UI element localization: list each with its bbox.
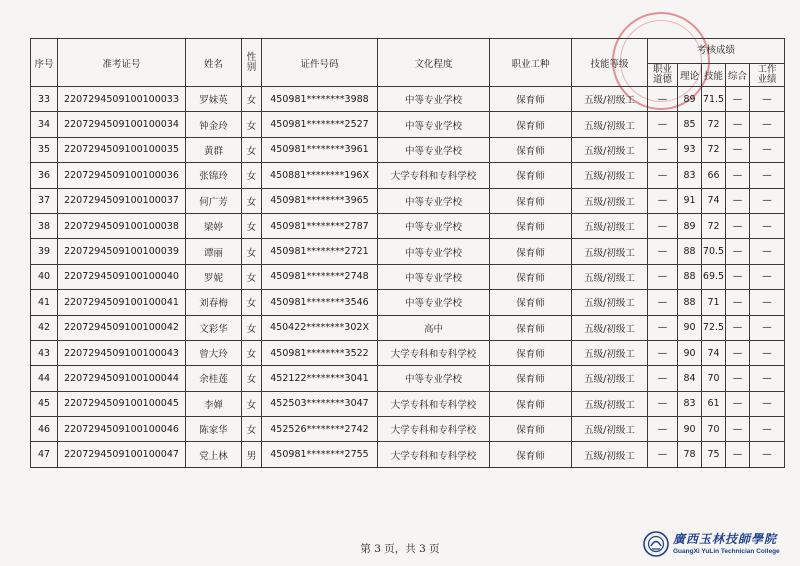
row-name: 谭丽: [186, 239, 242, 264]
row-education: 中等专业学校: [378, 264, 490, 289]
row-name: 何广芳: [186, 188, 242, 213]
row-work-score: —: [750, 391, 785, 416]
row-occupation: 保育师: [490, 112, 572, 137]
row-work-score: —: [750, 112, 785, 137]
row-exam-no: 2207294509100100045: [58, 391, 186, 416]
row-skill-score: 74: [702, 188, 726, 213]
row-skill-score: 70: [702, 417, 726, 442]
row-education: 大学专科和专科学校: [378, 163, 490, 188]
row-skill-score: 75: [702, 442, 726, 467]
row-work-score: —: [750, 417, 785, 442]
row-id-no: 450981********3961: [262, 137, 378, 162]
row-ethics-score: —: [648, 213, 678, 238]
header-id-no: 证件号码: [262, 39, 378, 87]
row-occupation: 保育师: [490, 163, 572, 188]
row-work-score: —: [750, 213, 785, 238]
row-gender: 女: [242, 264, 262, 289]
row-theory-score: 85: [678, 112, 702, 137]
row-exam-no: 220729450910010003З: [58, 87, 186, 112]
row-ethics-score: —: [648, 112, 678, 137]
row-id-no: 450981********3522: [262, 340, 378, 365]
row-id-no: 450981********2527: [262, 112, 378, 137]
row-work-score: —: [750, 163, 785, 188]
row-occupation: 保育师: [490, 137, 572, 162]
row-gender: 女: [242, 315, 262, 340]
row-theory-score: 78: [678, 442, 702, 467]
row-skill-level: 五级/初级工: [572, 213, 648, 238]
row-skill-level: 五级/初级工: [572, 417, 648, 442]
row-skill-level: 五级/初级工: [572, 315, 648, 340]
row-seq: 35: [31, 137, 58, 162]
row-seq: 47: [31, 442, 58, 467]
row-name: 罗妮: [186, 264, 242, 289]
row-ethics-score: —: [648, 239, 678, 264]
row-theory-score: 89: [678, 87, 702, 112]
college-emblem-icon: [643, 531, 669, 557]
row-theory-score: 90: [678, 315, 702, 340]
row-theory-score: 83: [678, 163, 702, 188]
row-theory-score: 90: [678, 417, 702, 442]
row-work-score: —: [750, 290, 785, 315]
row-exam-no: 2207294509100100046: [58, 417, 186, 442]
row-education: 中等专业学校: [378, 112, 490, 137]
row-work-score: —: [750, 442, 785, 467]
row-occupation: 保育师: [490, 239, 572, 264]
row-gender: 女: [242, 188, 262, 213]
row-education: 中等专业学校: [378, 290, 490, 315]
header-comprehensive: 综合: [726, 64, 750, 87]
row-occupation: 保育师: [490, 188, 572, 213]
table-row: [31, 239, 785, 264]
row-seq: 39: [31, 239, 58, 264]
row-name: 曾大玲: [186, 340, 242, 365]
row-seq: 33: [31, 87, 58, 112]
row-seq: 46: [31, 417, 58, 442]
row-education: 大学专科和专科学校: [378, 442, 490, 467]
row-skill-score: 72: [702, 137, 726, 162]
row-occupation: 保育师: [490, 213, 572, 238]
row-exam-no: 2207294509100100043: [58, 340, 186, 365]
row-comprehensive-score: —: [726, 188, 750, 213]
row-skill-level: 五级/初级工: [572, 340, 648, 365]
header-skill: 技能: [702, 64, 726, 87]
row-education: 大学专科和专科学校: [378, 340, 490, 365]
row-ethics-score: —: [648, 87, 678, 112]
row-id-no: 450422********302X: [262, 315, 378, 340]
row-theory-score: 93: [678, 137, 702, 162]
row-name: 罗妹英: [186, 87, 242, 112]
row-occupation: 保育师: [490, 417, 572, 442]
row-exam-no: 2207294509100100047: [58, 442, 186, 467]
table-row: [31, 315, 785, 340]
header-seq: 序号: [31, 39, 58, 87]
row-exam-no: 2207294509100100037: [58, 188, 186, 213]
row-theory-score: 88: [678, 239, 702, 264]
row-name: 梁婷: [186, 213, 242, 238]
row-name: 钟金玲: [186, 112, 242, 137]
college-name-cn: 廣西玉林技師學院: [673, 532, 778, 546]
row-ethics-score: —: [648, 366, 678, 391]
row-exam-no: 2207294509100100038: [58, 213, 186, 238]
header-work-performance: 工作 业绩: [750, 64, 785, 87]
table-row: [31, 340, 785, 365]
row-education: 中等专业学校: [378, 87, 490, 112]
row-exam-no: 2207294509100100036: [58, 163, 186, 188]
row-comprehensive-score: —: [726, 112, 750, 137]
row-skill-level: 五级/初级工: [572, 366, 648, 391]
row-theory-score: 91: [678, 188, 702, 213]
row-comprehensive-score: —: [726, 442, 750, 467]
row-id-no: 450981********3546: [262, 290, 378, 315]
header-ethics: 职业 道德: [648, 64, 678, 87]
row-education: 大学专科和专科学校: [378, 391, 490, 416]
row-gender: 女: [242, 417, 262, 442]
row-education: 高中: [378, 315, 490, 340]
row-comprehensive-score: —: [726, 290, 750, 315]
row-theory-score: 83: [678, 391, 702, 416]
header-scores-group: 考核成绩: [648, 39, 785, 64]
row-seq: 40: [31, 264, 58, 289]
row-theory-score: 84: [678, 366, 702, 391]
row-gender: 女: [242, 213, 262, 238]
row-comprehensive-score: —: [726, 137, 750, 162]
row-name: 陈家华: [186, 417, 242, 442]
table-row: [31, 391, 785, 416]
row-work-score: —: [750, 264, 785, 289]
row-exam-no: 2207294509100100034: [58, 112, 186, 137]
row-gender: 男: [242, 442, 262, 467]
exam-results-table: [30, 38, 785, 468]
row-education: 中等专业学校: [378, 239, 490, 264]
row-id-no: 450981********3988: [262, 87, 378, 112]
row-education: 大学专科和专科学校: [378, 417, 490, 442]
row-ethics-score: —: [648, 188, 678, 213]
row-work-score: —: [750, 188, 785, 213]
row-id-no: 450981********3965: [262, 188, 378, 213]
row-comprehensive-score: —: [726, 163, 750, 188]
row-id-no: 450981********2755: [262, 442, 378, 467]
row-seq: 41: [31, 290, 58, 315]
row-comprehensive-score: —: [726, 340, 750, 365]
row-comprehensive-score: —: [726, 417, 750, 442]
row-gender: 女: [242, 340, 262, 365]
row-occupation: 保育师: [490, 340, 572, 365]
row-name: 党上林: [186, 442, 242, 467]
row-skill-score: 71.5: [702, 87, 726, 112]
row-gender: 女: [242, 366, 262, 391]
row-ethics-score: —: [648, 417, 678, 442]
row-comprehensive-score: —: [726, 366, 750, 391]
row-skill-score: 66: [702, 163, 726, 188]
row-ethics-score: —: [648, 391, 678, 416]
table-row: [31, 112, 785, 137]
row-exam-no: 2207294509100100044: [58, 366, 186, 391]
row-seq: 38: [31, 213, 58, 238]
row-seq: 45: [31, 391, 58, 416]
header-occupation: 职业工种: [490, 39, 572, 87]
table-row: [31, 213, 785, 238]
row-gender: 女: [242, 112, 262, 137]
row-occupation: 保育师: [490, 391, 572, 416]
row-skill-score: 70: [702, 366, 726, 391]
row-gender: 女: [242, 290, 262, 315]
row-education: 中等专业学校: [378, 213, 490, 238]
table-row: [31, 442, 785, 467]
row-gender: 女: [242, 163, 262, 188]
row-skill-score: 61: [702, 391, 726, 416]
row-seq: 37: [31, 188, 58, 213]
header-theory: 理论: [678, 64, 702, 87]
row-ethics-score: —: [648, 163, 678, 188]
row-occupation: 保育师: [490, 264, 572, 289]
row-name: 黄群: [186, 137, 242, 162]
row-ethics-score: —: [648, 137, 678, 162]
row-skill-level: 五级/初级工: [572, 290, 648, 315]
row-gender: 女: [242, 87, 262, 112]
row-name: 刘春梅: [186, 290, 242, 315]
row-ethics-score: —: [648, 340, 678, 365]
table-row: [31, 163, 785, 188]
table-row: [31, 290, 785, 315]
row-comprehensive-score: —: [726, 239, 750, 264]
header-gender: 性 别: [242, 39, 262, 87]
row-id-no: 450981********2748: [262, 264, 378, 289]
row-exam-no: 2207294509100100040: [58, 264, 186, 289]
row-skill-score: 72.5: [702, 315, 726, 340]
header-name: 姓名: [186, 39, 242, 87]
row-skill-level: 五级/初级工: [572, 112, 648, 137]
row-id-no: 450881********196X: [262, 163, 378, 188]
row-skill-level: 五级/初级工: [572, 87, 648, 112]
row-occupation: 保育师: [490, 366, 572, 391]
row-comprehensive-score: —: [726, 391, 750, 416]
row-ethics-score: —: [648, 442, 678, 467]
row-skill-score: 70.5: [702, 239, 726, 264]
row-exam-no: 2207294509100100041: [58, 290, 186, 315]
row-id-no: 452503********3047: [262, 391, 378, 416]
college-name-en: GuangXi YuLin Technician College: [673, 548, 780, 555]
row-work-score: —: [750, 87, 785, 112]
row-seq: 34: [31, 112, 58, 137]
row-seq: 42: [31, 315, 58, 340]
row-exam-no: 2207294509100100039: [58, 239, 186, 264]
row-id-no: 450981********2721: [262, 239, 378, 264]
row-skill-level: 五级/初级工: [572, 264, 648, 289]
row-gender: 女: [242, 239, 262, 264]
table-row: [31, 87, 785, 112]
row-work-score: —: [750, 315, 785, 340]
row-seq: 36: [31, 163, 58, 188]
row-gender: 女: [242, 391, 262, 416]
row-exam-no: 2207294509100100042: [58, 315, 186, 340]
row-id-no: 452526********2742: [262, 417, 378, 442]
college-logo: [643, 527, 793, 561]
row-name: 张锦玲: [186, 163, 242, 188]
row-ethics-score: —: [648, 290, 678, 315]
row-theory-score: 90: [678, 340, 702, 365]
row-id-no: 450981********2787: [262, 213, 378, 238]
row-gender: 女: [242, 137, 262, 162]
table-row: [31, 264, 785, 289]
row-exam-no: 2207294509100100035: [58, 137, 186, 162]
row-comprehensive-score: —: [726, 264, 750, 289]
row-work-score: —: [750, 137, 785, 162]
row-occupation: 保育师: [490, 442, 572, 467]
row-ethics-score: —: [648, 315, 678, 340]
row-name: 余桂莲: [186, 366, 242, 391]
header-skill-level: 技能等级: [572, 39, 648, 87]
row-skill-score: 72: [702, 213, 726, 238]
row-id-no: 452122********3041: [262, 366, 378, 391]
row-comprehensive-score: —: [726, 213, 750, 238]
row-comprehensive-score: —: [726, 315, 750, 340]
row-seq: 43: [31, 340, 58, 365]
row-work-score: —: [750, 239, 785, 264]
row-work-score: —: [750, 366, 785, 391]
row-name: 李婵: [186, 391, 242, 416]
header-education: 文化程度: [378, 39, 490, 87]
table-row: [31, 137, 785, 162]
row-occupation: 保育师: [490, 87, 572, 112]
row-theory-score: 89: [678, 213, 702, 238]
header-exam-no: 准考证号: [58, 39, 186, 87]
row-skill-level: 五级/初级工: [572, 239, 648, 264]
row-skill-level: 五级/初级工: [572, 391, 648, 416]
row-seq: 44: [31, 366, 58, 391]
row-comprehensive-score: —: [726, 87, 750, 112]
table-row: [31, 417, 785, 442]
row-name: 文彩华: [186, 315, 242, 340]
row-skill-level: 五级/初级工: [572, 442, 648, 467]
row-occupation: 保育师: [490, 315, 572, 340]
row-skill-score: 71: [702, 290, 726, 315]
row-education: 中等专业学校: [378, 188, 490, 213]
row-skill-score: 69.5: [702, 264, 726, 289]
row-ethics-score: —: [648, 264, 678, 289]
table-row: [31, 366, 785, 391]
row-theory-score: 88: [678, 264, 702, 289]
row-occupation: 保育师: [490, 290, 572, 315]
table-row: [31, 188, 785, 213]
page-number: 第 3 页，共 3 页: [360, 543, 440, 555]
row-education: 中等专业学校: [378, 137, 490, 162]
row-skill-level: 五级/初级工: [572, 163, 648, 188]
row-skill-level: 五级/初级工: [572, 137, 648, 162]
row-skill-score: 74: [702, 340, 726, 365]
row-skill-score: 72: [702, 112, 726, 137]
row-theory-score: 88: [678, 290, 702, 315]
row-skill-level: 五级/初级工: [572, 188, 648, 213]
row-work-score: —: [750, 340, 785, 365]
row-education: 中等专业学校: [378, 366, 490, 391]
